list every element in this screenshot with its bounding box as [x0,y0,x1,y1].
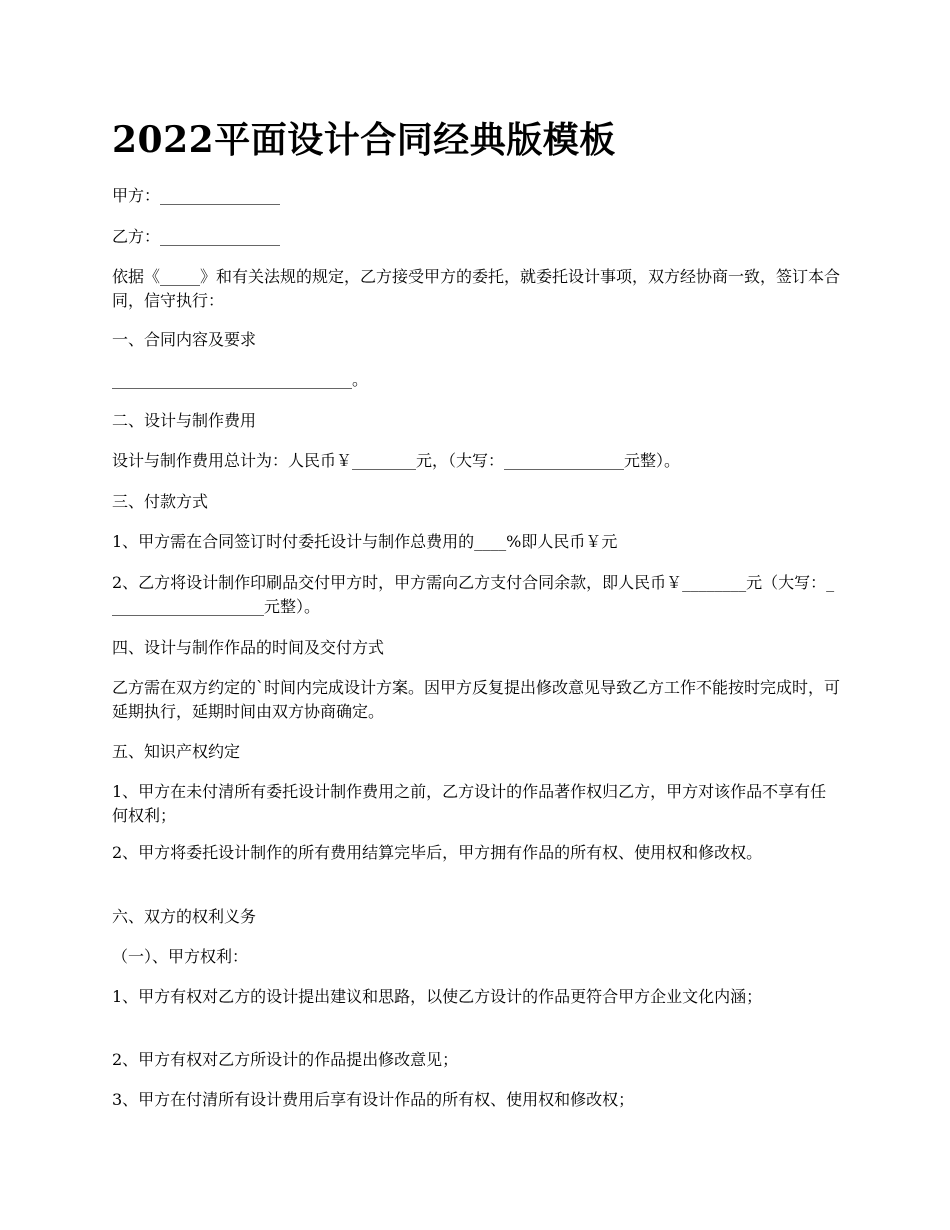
document-title: 2022平面设计合同经典版模板 [112,119,616,161]
clause-paragraph: 乙方需在双方约定的`时间内完成设计方案。因甲方反复提出修改意见导致乙方工作不能按时完成时，可延期执行，延期时间由双方协商确定。 [112,678,841,721]
clause-paragraph: 1、甲方需在合同签订时付委托设计与制作总费用的____%即人民币￥元 [112,532,618,551]
section-heading: 二、设计与制作费用 [112,411,257,430]
clause-paragraph: 2、甲方将委托设计制作的所有费用结算完毕后，甲方拥有作品的所有权、使用权和修改权。 [112,843,763,862]
section-heading: 五、知识产权约定 [112,742,241,761]
section-heading: 一、合同内容及要求 [112,330,257,349]
clause-paragraph: 1、甲方有权对乙方的设计提出建议和思路，以使乙方设计的作品更符合甲方企业文化内涵； [112,987,763,1006]
subsection-heading: （一）、甲方权利： [112,947,249,966]
section-heading: 三、付款方式 [112,492,209,511]
section-heading: 四、设计与制作作品的时间及交付方式 [112,638,385,657]
preamble-paragraph: 依据《_____》和有关法规的规定，乙方接受甲方的委托，就委托设计事项，双方经协商一致，签订本合同，信守执行： [112,267,841,310]
contract-content-blank: ______________________________。 [112,370,369,389]
clause-paragraph: 2、甲方有权对乙方所设计的作品提出修改意见； [112,1050,459,1069]
clause-paragraph: 2、乙方将设计制作印刷品交付甲方时，甲方需向乙方支付合同余款，即人民币￥________元（大写：____________________元整）。 [112,573,835,616]
clause-paragraph: 3、甲方在付清所有设计费用后享有设计作品的所有权、使用权和修改权； [112,1090,635,1109]
party-b-line: 乙方：_______________ [112,227,281,246]
party-a-line: 甲方：_______________ [112,186,281,205]
clause-paragraph: 1、甲方在未付清所有委托设计制作费用之前，乙方设计的作品著作权归乙方，甲方对该作品不享有任何权利； [112,782,827,825]
section-heading: 六、双方的权利义务 [112,907,257,926]
fee-paragraph: 设计与制作费用总计为：人民币￥________元，（大写：_______________元整）。 [112,451,681,470]
